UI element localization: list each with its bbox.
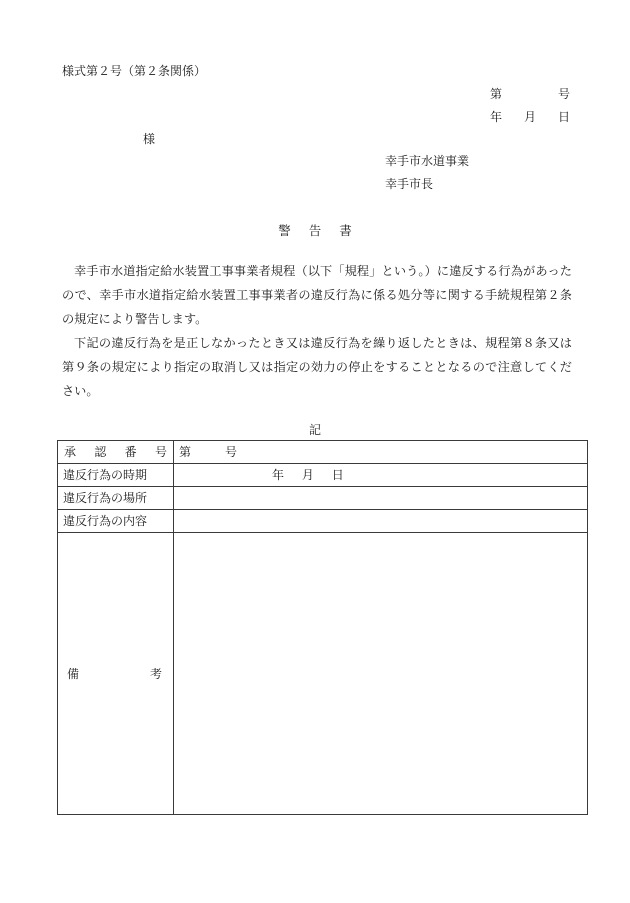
issue-date-day: 日 xyxy=(557,110,570,124)
approval-number-value[interactable]: 第 号 xyxy=(174,441,588,464)
form-label: 様式第２号（第２条関係） xyxy=(62,64,207,78)
violation-details-value[interactable] xyxy=(174,510,588,533)
addressee-suffix: 様 xyxy=(143,132,156,146)
document-number-suffix: 号 xyxy=(557,87,570,101)
body-paragraph-2: 下記の違反行為を是正しなかったとき又は違反行為を繰り返したときは、規程第８条又は第９条の規定により指定の取消し又は指定の効力の停止をすることとなるので注意してください。 xyxy=(62,336,572,398)
approval-number-label: 承 認 番 号 xyxy=(58,441,174,464)
remarks-label: 備 考 xyxy=(58,533,174,815)
issue-date xyxy=(490,111,570,123)
table-row xyxy=(58,487,588,510)
sender-title: 幸手市長 xyxy=(385,177,434,191)
violation-details-label: 違反行為の内容 xyxy=(58,510,174,533)
remarks-value[interactable] xyxy=(174,533,588,815)
violation-date-label: 違反行為の時期 xyxy=(58,464,174,487)
table-row xyxy=(58,464,588,487)
violation-location-value[interactable] xyxy=(174,487,588,510)
sender-org: 幸手市水道事業 xyxy=(385,154,470,168)
body-paragraph-1: 幸手市水道指定給水装置工事事業者規程（以下「規程」という。）に違反する行為があったので、幸手市水道指定給水装置工事事業者の違反行為に係る処分等に関する手続規程第２条の規定により警告します。 xyxy=(62,264,572,326)
notes-heading: 記 xyxy=(308,423,321,437)
table-row xyxy=(58,510,588,533)
title-char-2: 告 xyxy=(308,223,322,238)
document-number xyxy=(490,88,570,100)
warning-details-table xyxy=(57,440,588,815)
title-char-3: 書 xyxy=(339,223,352,238)
title-char-1: 警 xyxy=(278,223,291,238)
document-number-prefix: 第 xyxy=(490,87,503,101)
issue-date-year: 年 xyxy=(490,110,503,124)
violation-location-label: 違反行為の場所 xyxy=(58,487,174,510)
table-row xyxy=(58,533,588,815)
violation-date-value[interactable]: 年 月 日 xyxy=(174,464,588,487)
issue-date-month: 月 xyxy=(523,110,536,124)
document-title xyxy=(0,221,630,239)
table-row xyxy=(58,441,588,464)
